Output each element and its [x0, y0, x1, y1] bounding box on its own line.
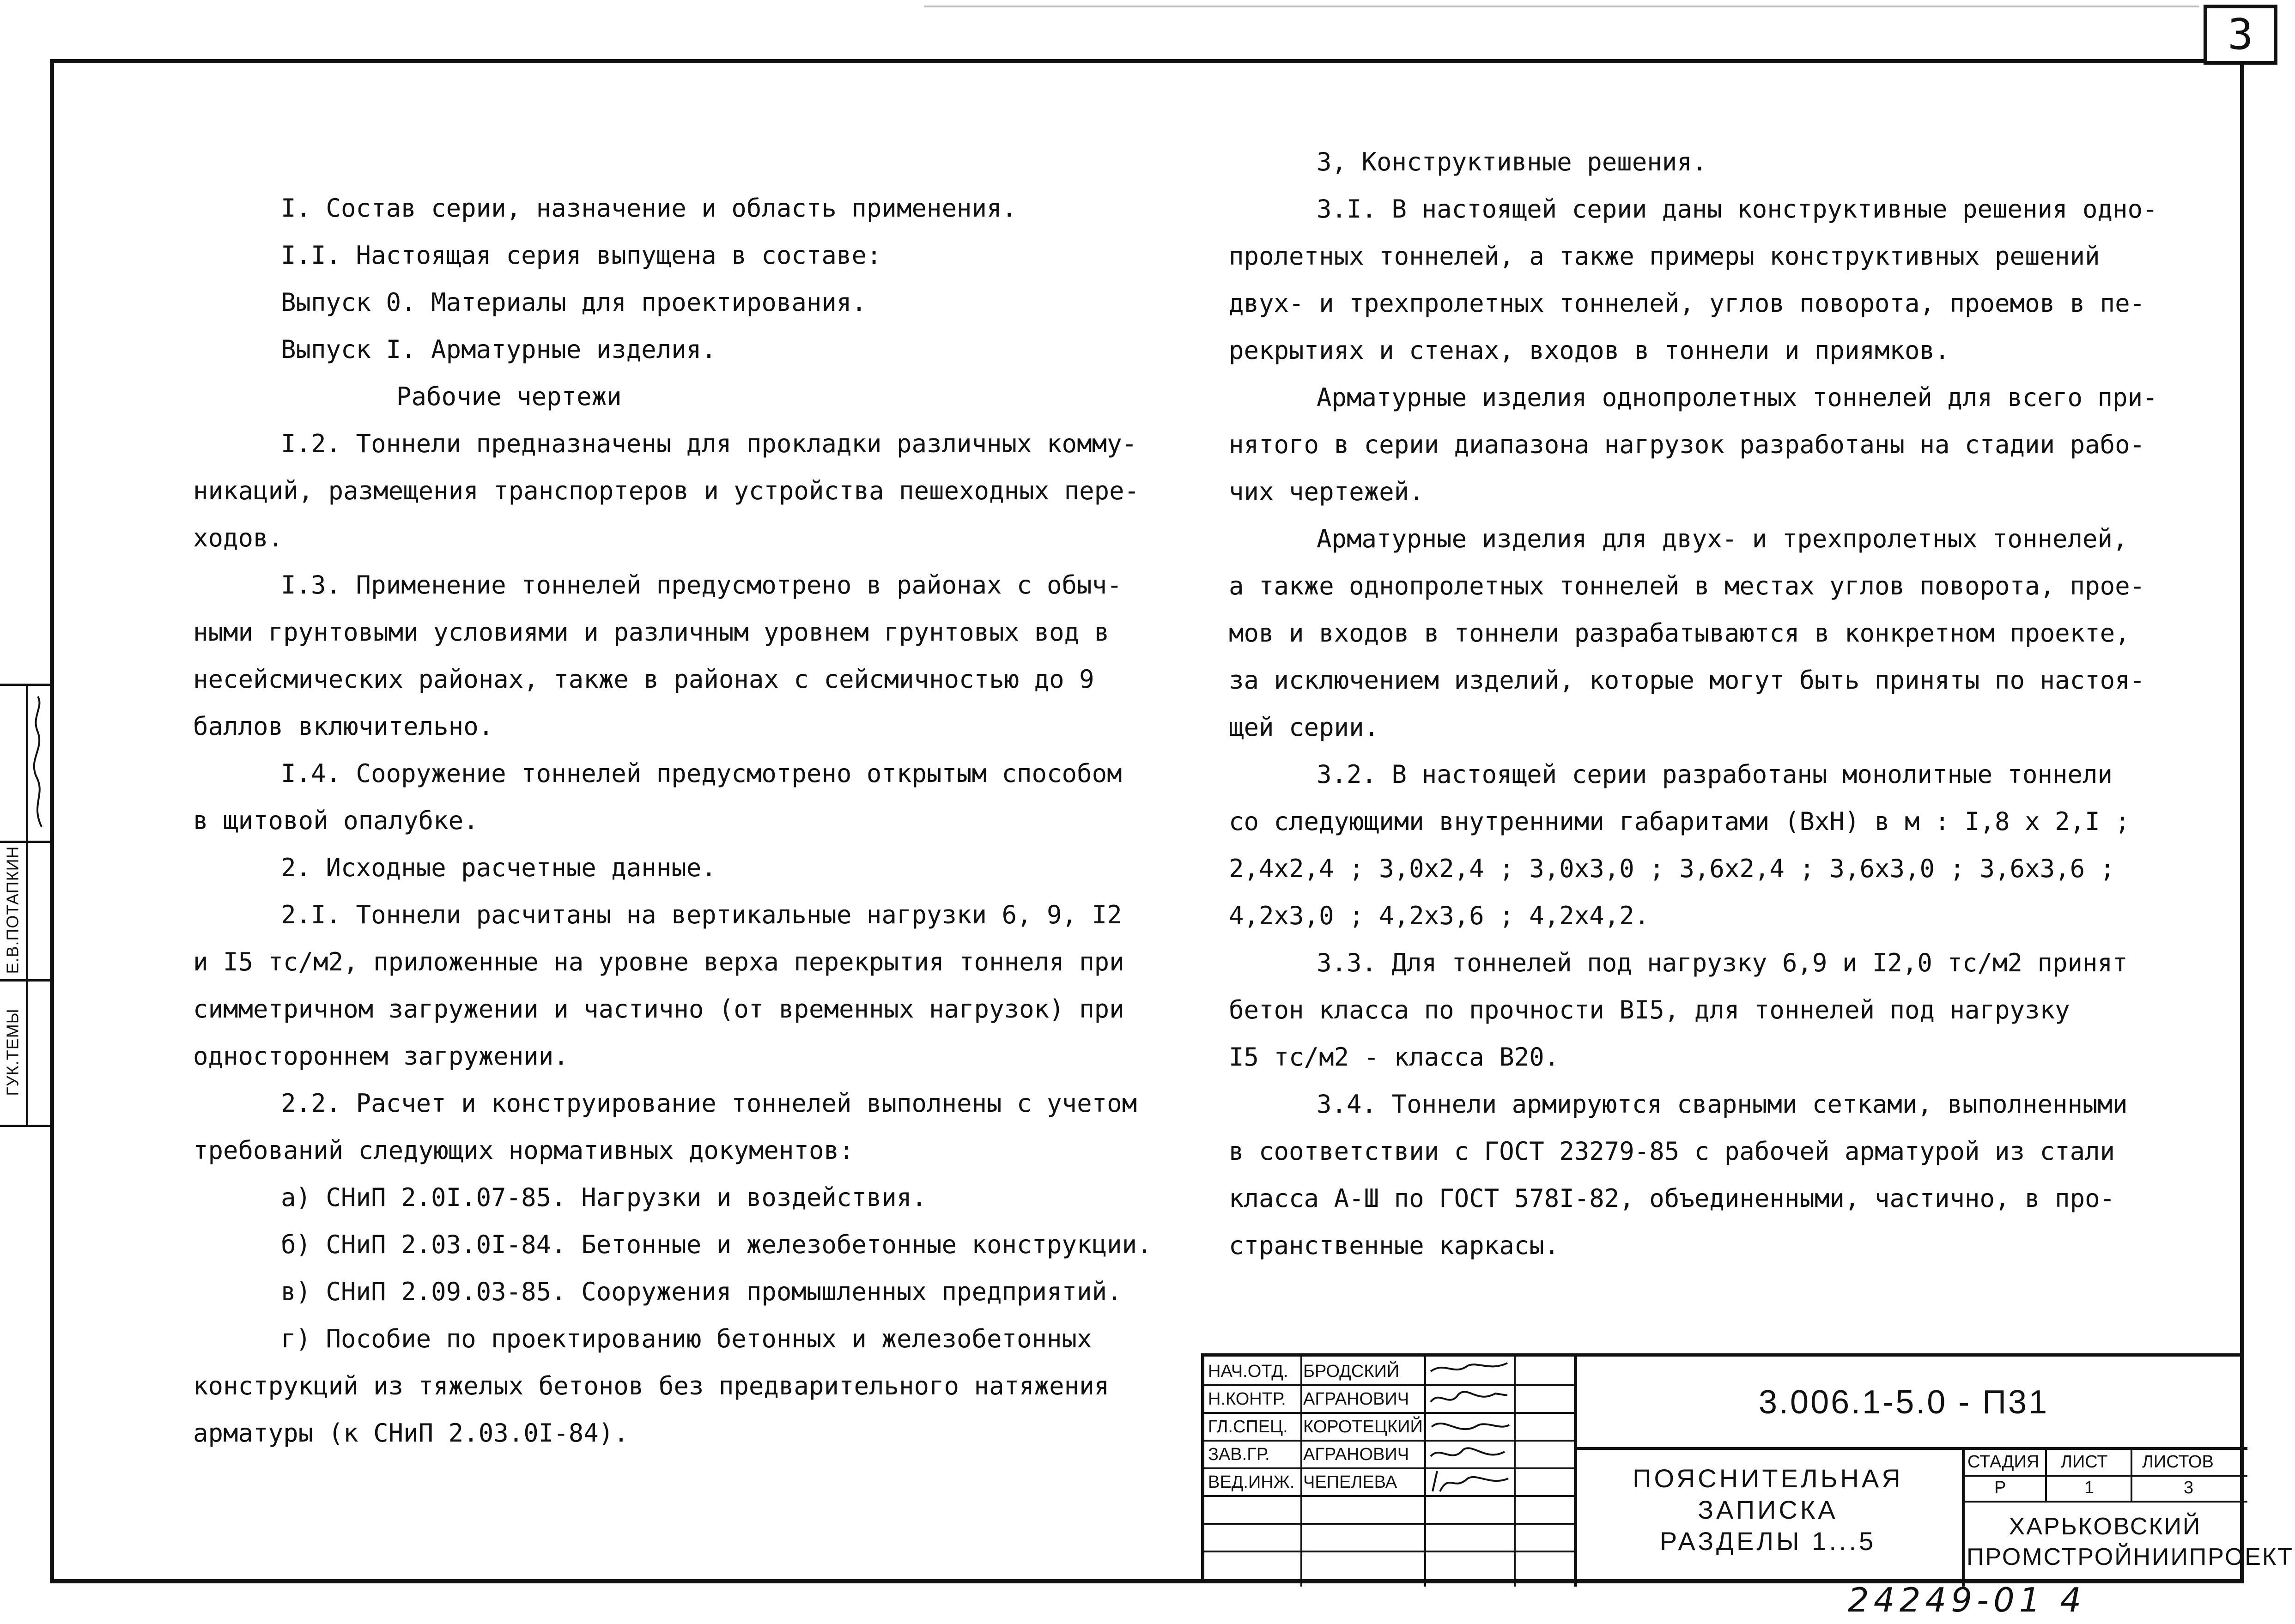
text-line: г) Пособие по проектированию бетонных и железобетонных: [281, 1324, 1092, 1353]
text-line: ходов.: [193, 523, 284, 552]
text-line: конструкций из тяжелых бетонов без предварительного натяжения: [193, 1371, 1110, 1400]
text-line: никаций, размещения транспортеров и устройства пешеходных пере-: [193, 476, 1140, 505]
title-block: [1201, 1353, 2294, 1583]
text-line: I.3. Применение тоннелей предусмотрено в районах с обыч-: [281, 570, 1122, 600]
name-1: АГРАНОВИЧ: [1303, 1389, 1409, 1409]
text-line: арматуры (к СНиП 2.03.0I-84).: [193, 1418, 629, 1448]
text-line: симметричном загружении и частично (от временных нагрузок) при: [193, 994, 1124, 1024]
text-line: 2.2. Расчет и конструирование тоннелей выполнены с учетом: [281, 1089, 1137, 1118]
signatures: [1426, 1357, 1512, 1494]
text-line: одностороннем загружении.: [193, 1042, 569, 1071]
text-line: I5 тс/м2 - класса В20.: [1229, 1042, 1560, 1072]
name-2: КОРОТЕЦКИЙ: [1303, 1417, 1423, 1436]
text-line: 4,2х3,0 ; 4,2х3,6 ; 4,2х4,2.: [1229, 901, 1650, 930]
side-strip-position: ГУК.ТЕМЫ: [3, 1008, 23, 1096]
page-number: 3: [2228, 10, 2253, 59]
name-4: ЧЕПЕЛЕВА: [1303, 1473, 1397, 1492]
text-line: бетон класса по прочности BI5, для тоннелей под нагрузку: [1229, 995, 2070, 1024]
text-line: 3, Конструктивные решения.: [1317, 147, 1707, 176]
text-line: Выпуск 0. Материалы для проектирования.: [281, 288, 867, 317]
text-line: I.2. Тоннели предназначены для прокладки различных комму-: [281, 429, 1137, 458]
text-line: в соответствии с ГОСТ 23279-85 с рабочей арматурой из стали: [1229, 1137, 2115, 1166]
text-line: а) СНиП 2.0I.07-85. Нагрузки и воздействия.: [281, 1183, 927, 1212]
text-line: 2,4х2,4 ; 3,0х2,4 ; 3,0х3,0 ; 3,6х2,4 ; 3,6х3,0 ; 3,6х3,6 ;: [1229, 854, 2115, 883]
stage-header: СТАДИЯ: [1967, 1452, 2040, 1472]
text-line: пролетных тоннелей, а также примеры конструктивных решений: [1229, 242, 2100, 271]
side-strip-signature: [28, 693, 49, 831]
text-line: ными грунтовыми условиями и различным уровнем грунтовых вод в: [193, 618, 1110, 647]
text-line: щей серии.: [1229, 713, 1379, 742]
text-line: за исключением изделий, которые могут быть приняты по настоя-: [1229, 666, 2145, 695]
sheet-value: 1: [2084, 1478, 2095, 1497]
binding-strip: [0, 684, 50, 1127]
text-line: требований следующих нормативных документов:: [193, 1136, 854, 1165]
organization: ХАРЬКОВСКИЙ ПРОМСТРОЙНИИПРОЕКТ: [1967, 1513, 2294, 1570]
text-line: 2. Исходные расчетные данные.: [281, 853, 716, 882]
text-line: 3.4. Тоннели армируются сварными сетками, выполненными: [1317, 1090, 2128, 1119]
sheets-value: 3: [2184, 1478, 2194, 1497]
top-edge-line: [924, 6, 2199, 7]
text-line: 3.2. В настоящей серии разработаны монолитные тоннели: [1317, 760, 2113, 789]
role-0: НАЧ.ОТД.: [1208, 1362, 1288, 1381]
text-line: несейсмических районах, также в районах с сейсмичностью до 9: [193, 665, 1094, 694]
page-number-box: [2204, 5, 2277, 65]
text-line: 2.I. Тоннели расчитаны на вертикальные нагрузки 6, 9, I2: [281, 900, 1122, 929]
stage-value: Р: [1994, 1478, 2006, 1497]
text-line: странственные каркасы.: [1229, 1231, 1560, 1260]
name-0: БРОДСКИЙ: [1303, 1362, 1400, 1381]
text-line: Выпуск I. Арматурные изделия.: [281, 335, 716, 364]
sheets-header: ЛИСТОВ: [2142, 1452, 2214, 1472]
text-line: 3.3. Для тоннелей под нагрузку 6,9 и I2,0 тс/м2 принят: [1317, 948, 2128, 977]
text-line: рекрытиях и стенах, входов в тоннели и приямков.: [1229, 336, 1950, 365]
inventory-number: 24249-01 4: [1848, 1581, 2086, 1619]
document-code: 3.006.1-5.0 - П31: [1759, 1384, 2049, 1421]
text-line: класса А-Ш по ГОСТ 578I-82, объединенными, частично, в про-: [1229, 1184, 2115, 1213]
text-line: нятого в серии диапазона нагрузок разработаны на стадии рабо-: [1229, 430, 2145, 459]
text-line: и I5 тс/м2, приложенные на уровне верха перекрытия тоннеля при: [193, 947, 1124, 976]
name-3: АГРАНОВИЧ: [1303, 1445, 1409, 1464]
text-line: мов и входов в тоннели разрабатываются в конкретном проекте,: [1229, 618, 2130, 648]
text-line: Арматурные изделия для двух- и трехпролетных тоннелей,: [1317, 524, 2128, 553]
text-line: двух- и трехпролетных тоннелей, углов поворота, проемов в пе-: [1229, 289, 2145, 318]
text-line: со следующими внутренними габаритами (ВхН) в м : I,8 х 2,I ;: [1229, 807, 2130, 836]
role-1: Н.КОНТР.: [1208, 1389, 1286, 1409]
text-line: в) СНиП 2.09.03-85. Сооружения промышленных предприятий.: [281, 1277, 1122, 1306]
text-line: чих чертежей.: [1229, 477, 1424, 506]
side-strip-name: Е.В.ПОТАПКИН: [3, 846, 22, 974]
text-line: в щитовой опалубке.: [193, 806, 479, 835]
text-line: Рабочие чертежи: [396, 382, 622, 411]
text-line: баллов включительно.: [193, 712, 494, 741]
role-4: ВЕД.ИНЖ.: [1208, 1473, 1295, 1492]
text-line: а также однопролетных тоннелей в местах углов поворота, прое-: [1229, 571, 2145, 600]
text-line: I.4. Сооружение тоннелей предусмотрено открытым способом: [281, 759, 1122, 788]
role-3: ЗАВ.ГР.: [1208, 1445, 1270, 1464]
text-line: б) СНиП 2.03.0I-84. Бетонные и железобетонные конструкции.: [281, 1230, 1152, 1259]
document-title: ПОЯСНИТЕЛЬНАЯ ЗАПИСКА РАЗДЕЛЫ 1...5: [1633, 1464, 1903, 1556]
role-2: ГЛ.СПЕЦ.: [1208, 1417, 1288, 1436]
sheet-header: ЛИСТ: [2061, 1452, 2108, 1472]
text-line: 3.I. В настоящей серии даны конструктивные решения одно-: [1317, 194, 2158, 224]
text-line: I.I. Настоящая серия выпущена в составе:: [281, 241, 882, 270]
text-line: Арматурные изделия однопролетных тоннелей для всего при-: [1317, 383, 2158, 412]
text-line: I. Состав серии, назначение и область применения.: [281, 194, 1017, 223]
